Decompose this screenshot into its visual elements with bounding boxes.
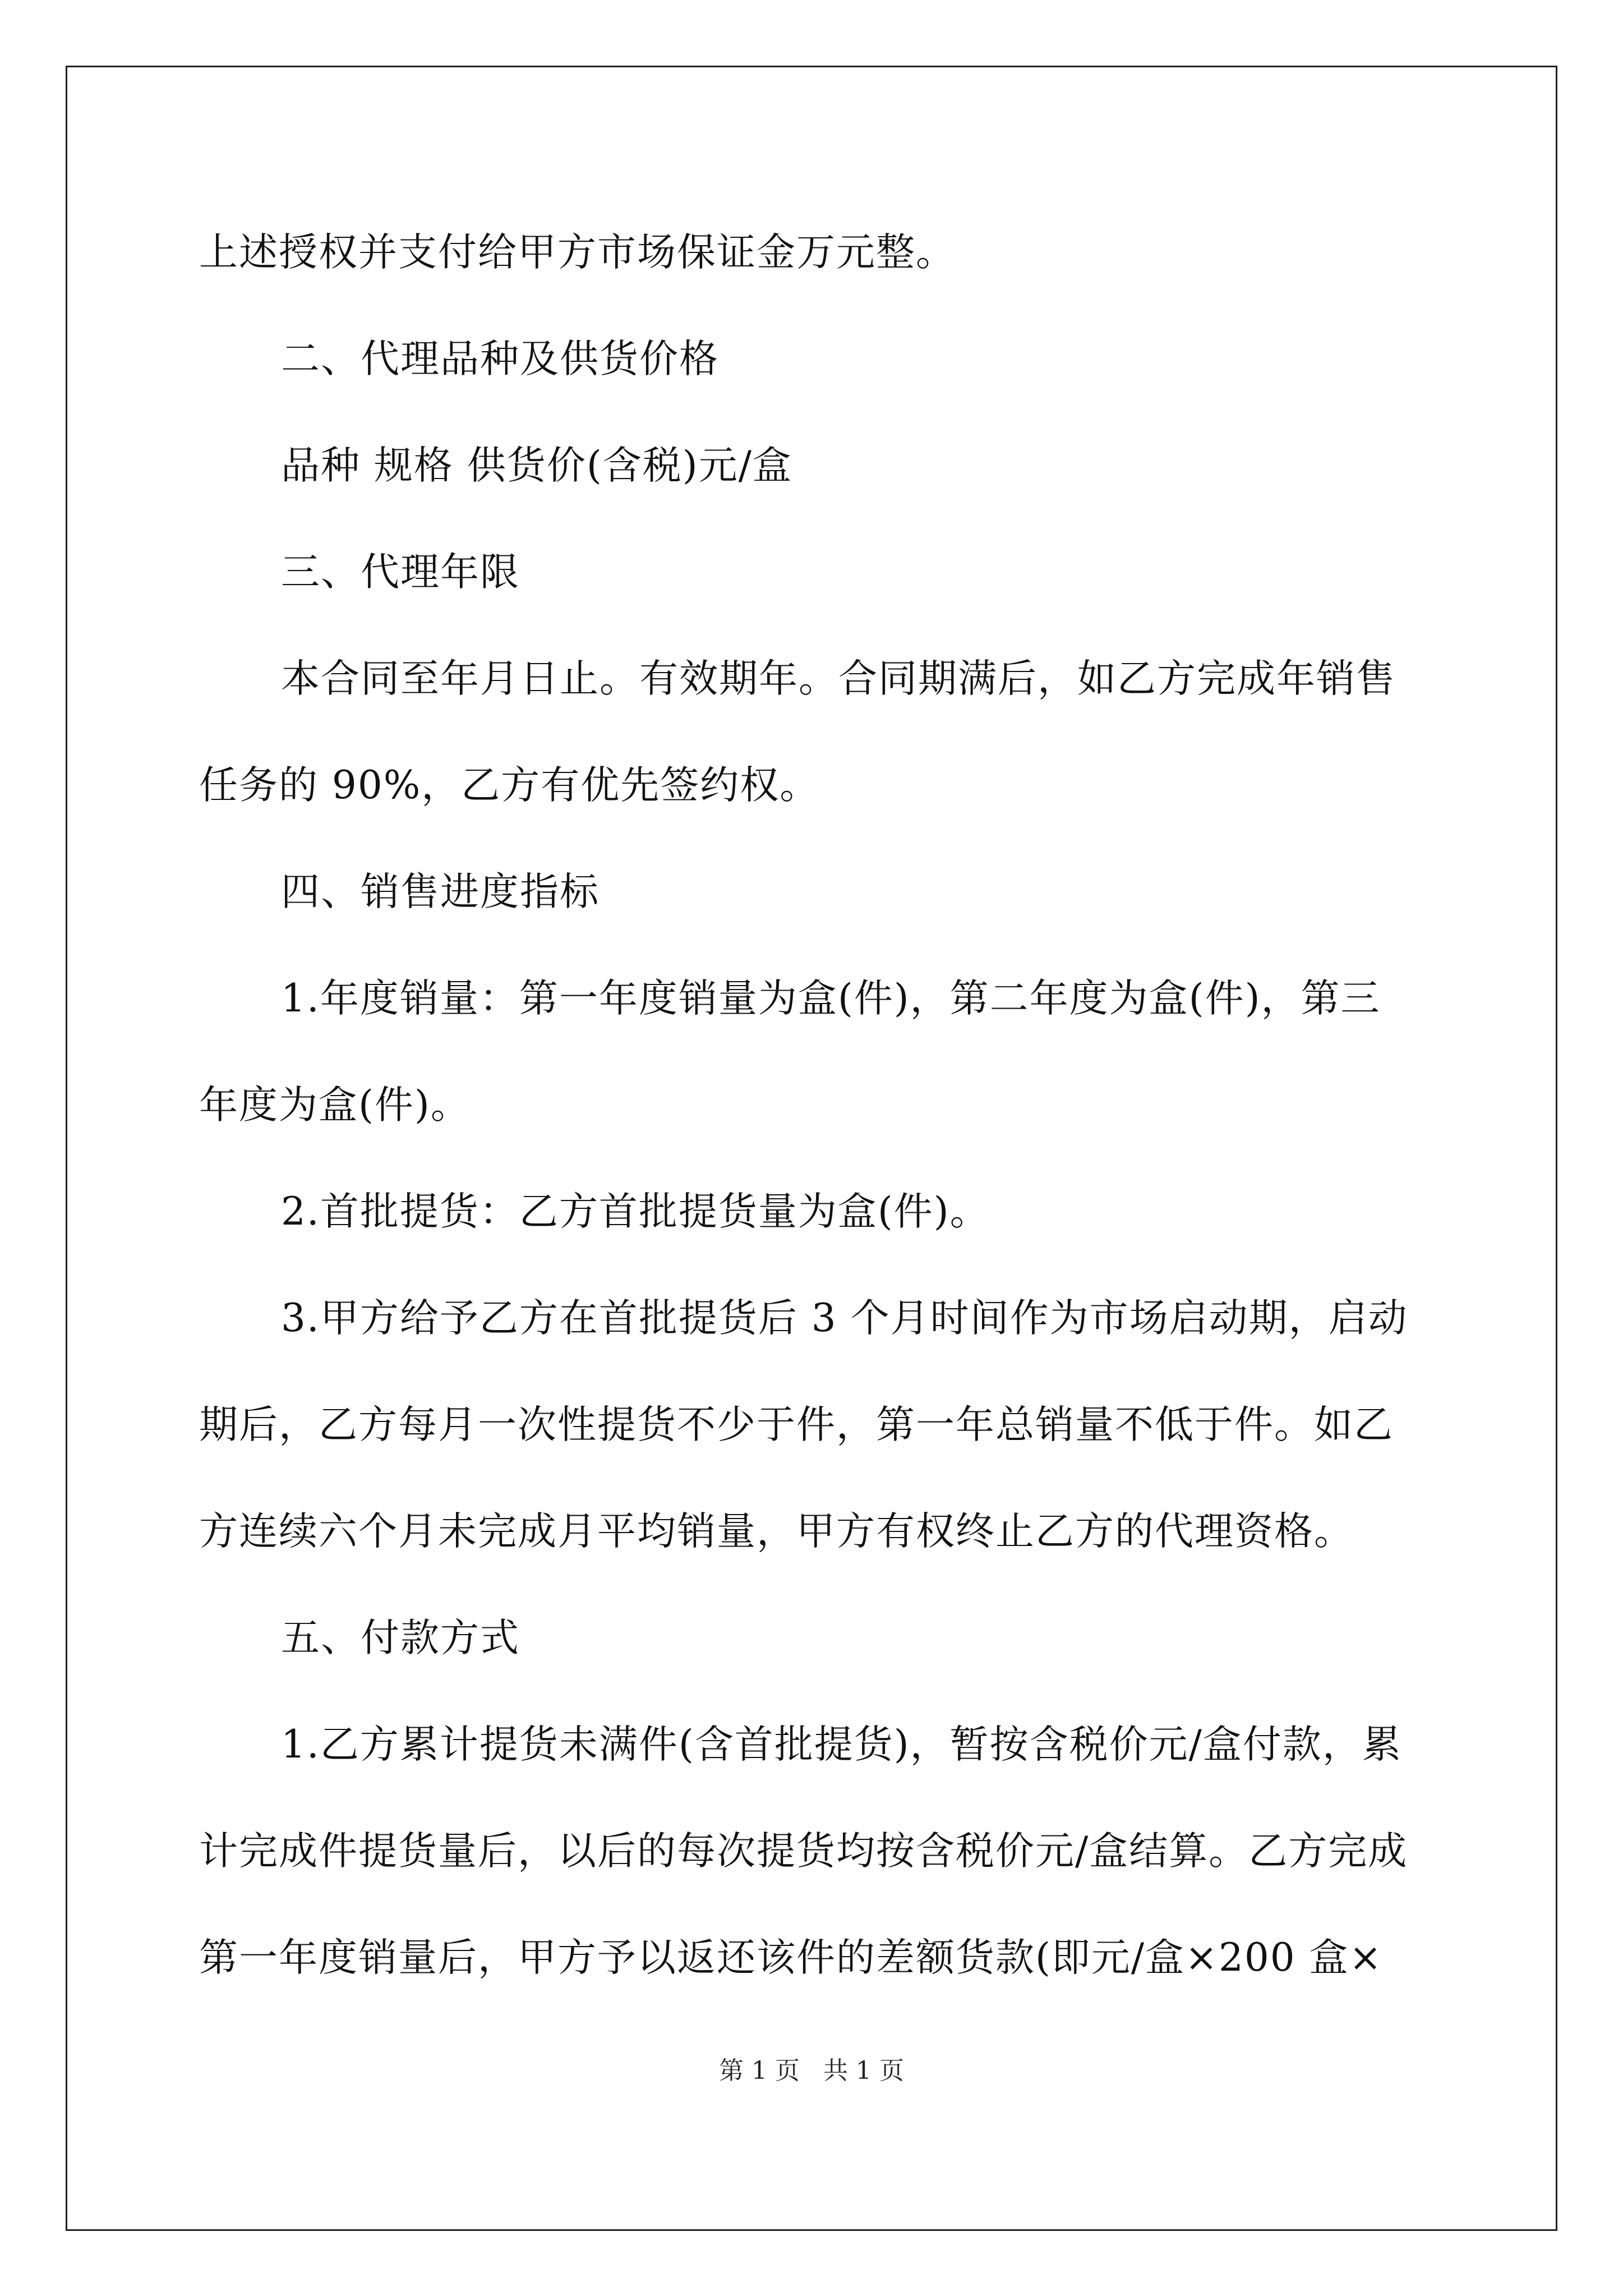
page-footer — [0, 2050, 1623, 2086]
section-heading: 五、付款方式 — [281, 1616, 520, 1660]
text-line: 年度为盒(件)。 — [199, 1083, 471, 1128]
text-line: 计完成件提货量后，以后的每次提货均按含税价元/盒结算。乙方完成 — [199, 1829, 1408, 1874]
text-line: 第一年度销量后，甲方予以返还该件的差额货款(即元/盒×200 盒× — [199, 1935, 1383, 1980]
page-number: 第 1 页 — [719, 2056, 800, 2085]
text-line: 品种 规格 供货价(含税)元/盒 — [281, 443, 792, 488]
text-line: 3.甲方给予乙方在首批提货后 3 个月时间作为市场启动期，启动 — [281, 1296, 1408, 1341]
text-line: 1.乙方累计提货未满件(含首批提货)，暂按含税价元/盒付款，累 — [281, 1722, 1402, 1767]
text-line: 2.首批提货：乙方首批提货量为盒(件)。 — [281, 1189, 990, 1234]
text-line: 1.年度销量：第一年度销量为盒(件)，第二年度为盒(件)，第三 — [281, 976, 1381, 1021]
text-line: 任务的 90%，乙方有优先签约权。 — [199, 763, 820, 808]
section-heading: 二、代理品种及供货价格 — [281, 337, 719, 381]
text-line: 上述授权并支付给甲方市场保证金万元整。 — [199, 230, 956, 275]
section-heading: 三、代理年限 — [281, 550, 520, 595]
text-line: 方连续六个月未完成月平均销量，甲方有权终止乙方的代理资格。 — [199, 1509, 1354, 1554]
section-heading: 四、销售进度指标 — [281, 869, 600, 914]
text-line: 本合同至年月日止。有效期年。合同期满后，如乙方完成年销售 — [281, 656, 1396, 701]
text-line: 期后，乙方每月一次性提货不少于件，第一年总销量不低于件。如乙 — [199, 1402, 1394, 1447]
page-total: 共 1 页 — [823, 2056, 904, 2085]
document-body — [199, 199, 1433, 2011]
